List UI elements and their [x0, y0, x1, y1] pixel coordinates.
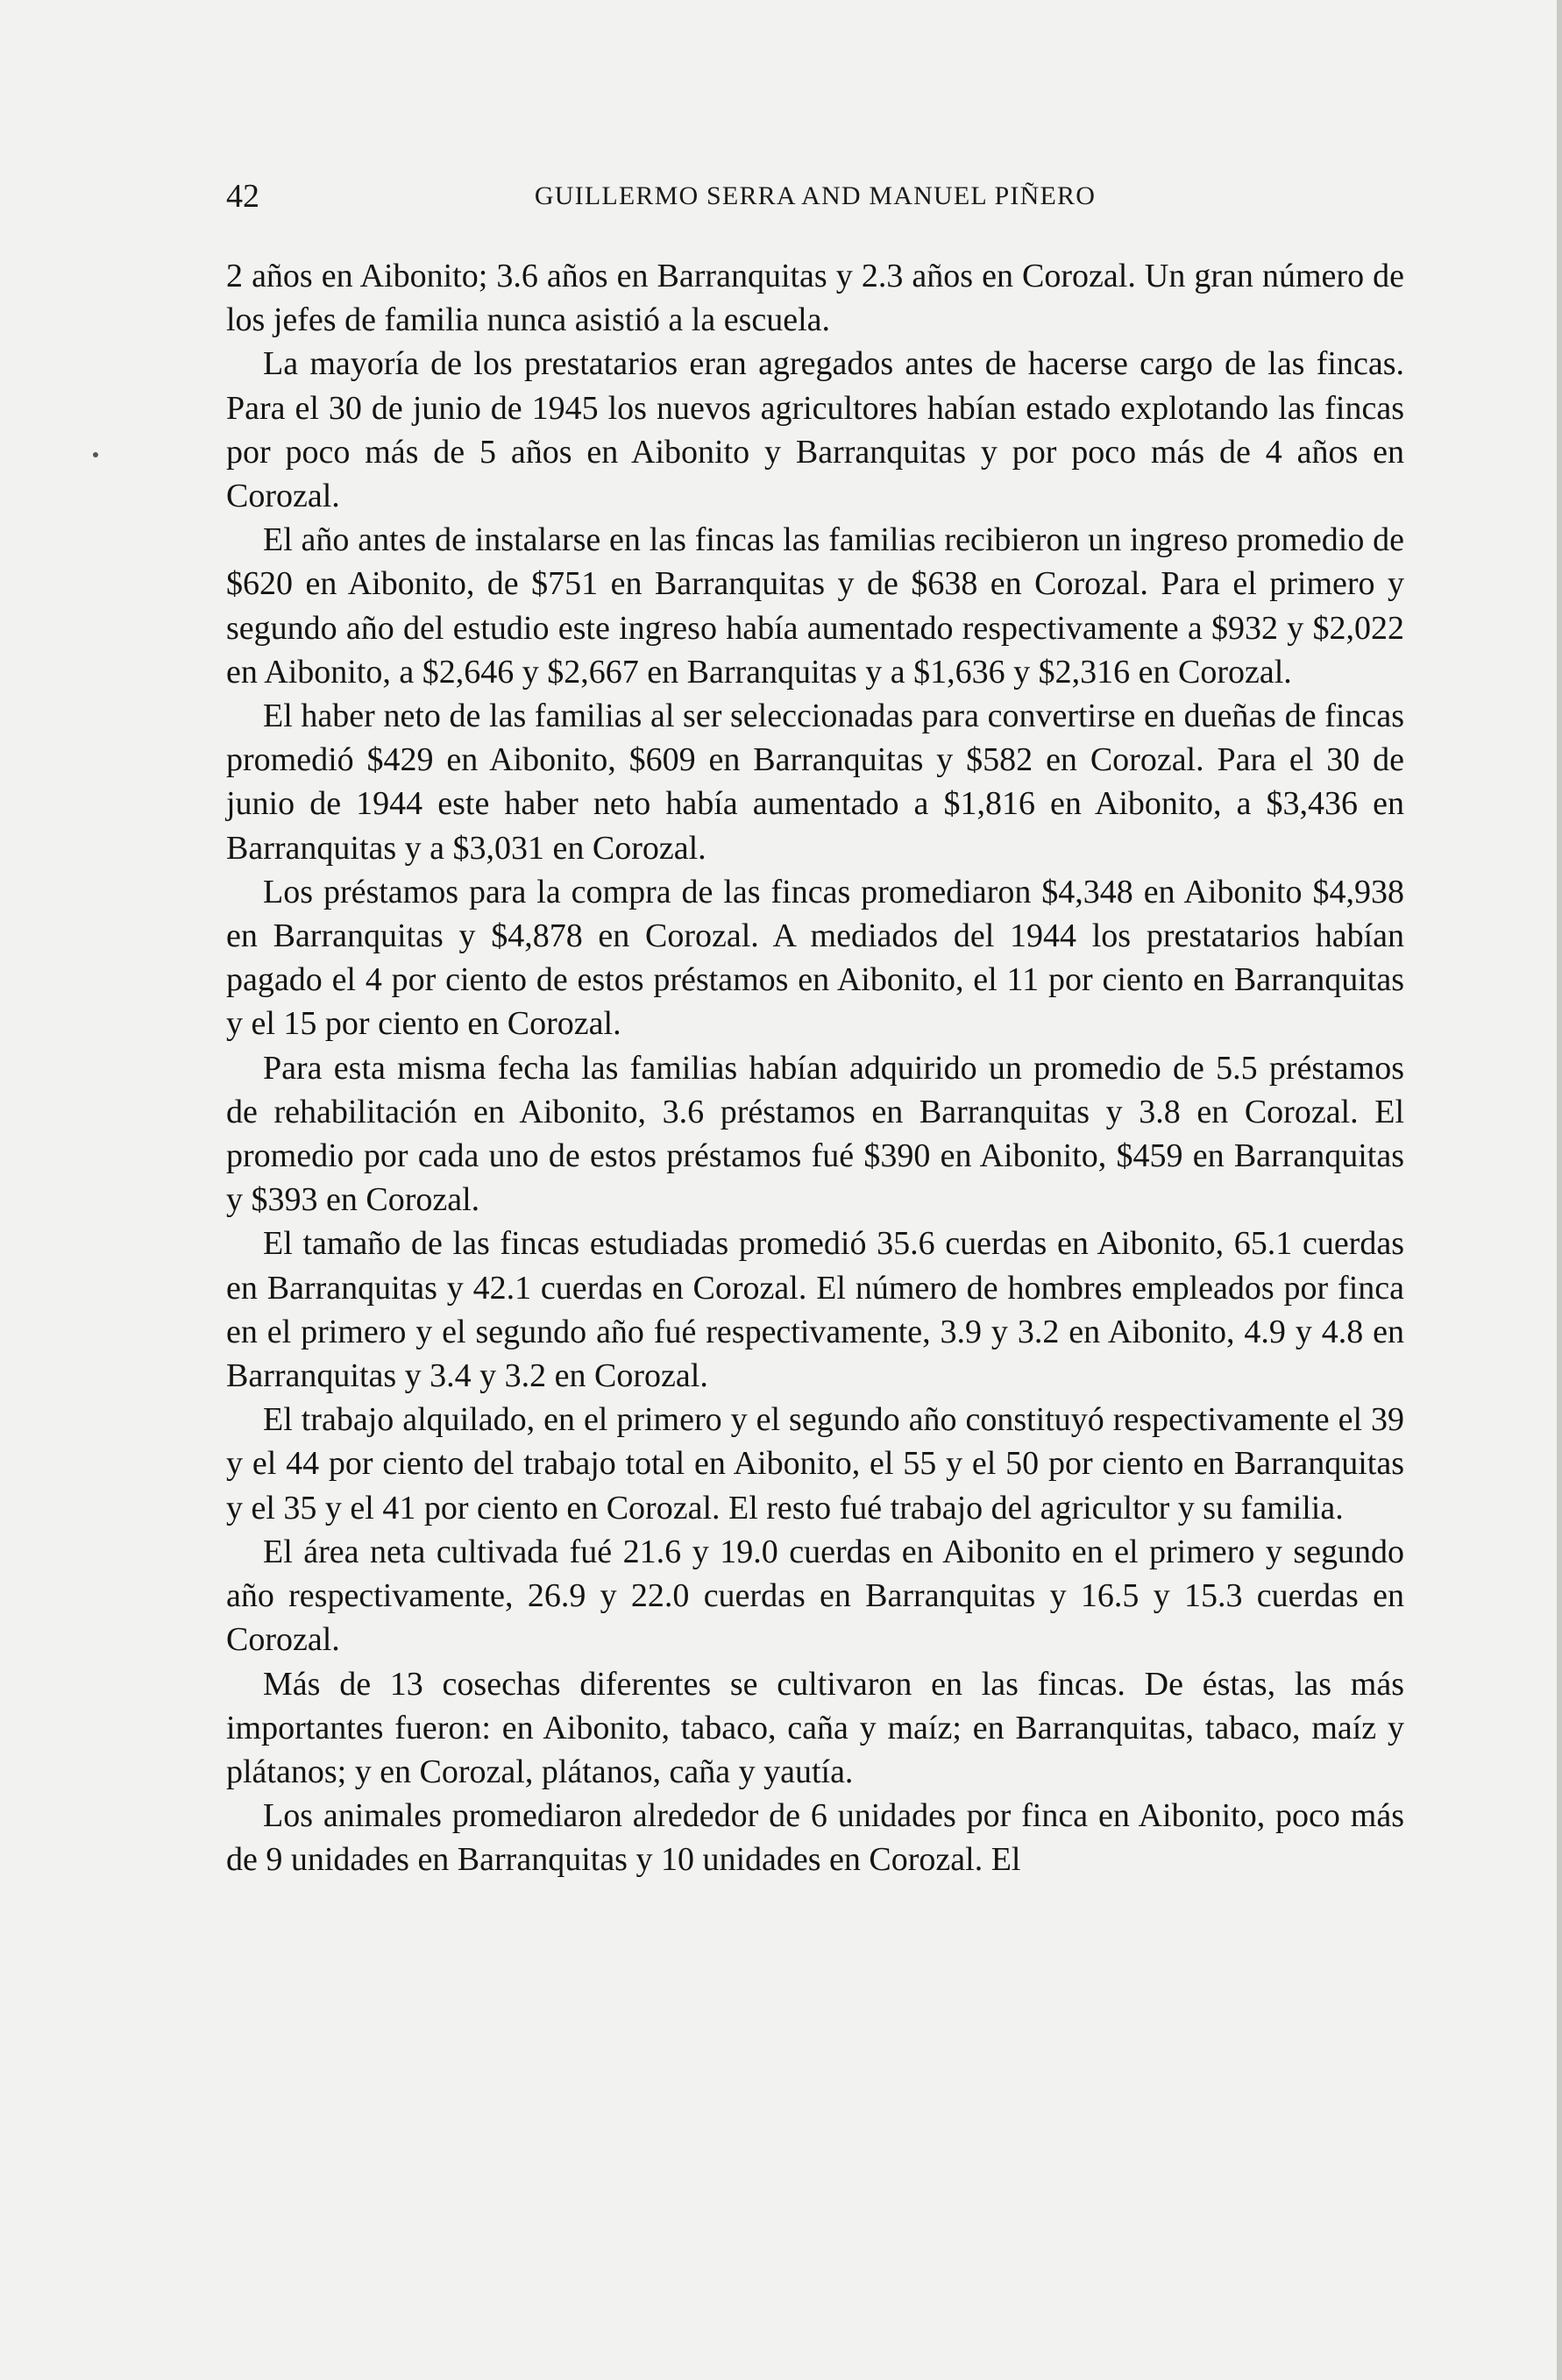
paragraph-cosechas: Más de 13 cosechas diferentes se cultivaron en las fincas. De éstas, las más importantes fueron: en Aibonito, tabaco, caña y maíz; en Barranquitas, tabaco, maíz y plátanos; y en Corozal, plátanos, caña y yautía.	[226, 1665, 1404, 1790]
paragraph-ingreso: El año antes de instalarse en las fincas las familias recibieron un ingreso promedio de $620 en Aibonito, de $751 en Barranquitas y de $638 en Corozal. Para el primero y segundo año del estudio este ingreso había aumentado respectivamente a $932 y $2,022 en Aibonito, a $2,646 y $2,667 en Barranquitas y a $1,636 y $2,316 en Corozal.	[226, 521, 1404, 691]
paragraph-animales: Los animales promediaron alrededor de 6 unidades por finca en Aibonito, poco más de 9 unidades en Barranquitas y 10 unidades en Corozal. El	[226, 1797, 1404, 1879]
paragraph-continuation: 2 años en Aibonito; 3.6 años en Barranquitas y 2.3 años en Corozal. Un gran número de los jefes de familia nunca asistió a la escuela.	[226, 258, 1404, 339]
margin-mark	[93, 452, 98, 457]
body-text	[226, 254, 1404, 1882]
paragraph-area-cultivada: El área neta cultivada fué 21.6 y 19.0 cuerdas en Aibonito en el primero y segundo año respectivamente, 26.9 y 22.0 cuerdas en Barranquitas y 16.5 y 15.3 cuerdas en Corozal.	[226, 1533, 1404, 1659]
running-head: GUILLERMO SERRA AND MANUEL PIÑERO	[534, 181, 1097, 210]
page-number: 42	[226, 178, 259, 215]
paragraph-trabajo-alquilado: El trabajo alquilado, en el primero y el segundo año constituyó respectivamente el 39 y el 44 por ciento del trabajo total en Aibonito, el 55 y el 50 por ciento en Barranquitas y el 35 y el 41 por ciento en Corozal. El resto fué trabajo del agricultor y su familia.	[226, 1401, 1404, 1526]
paragraph-tamano-fincas: El tamaño de las fincas estudiadas promedió 35.6 cuerdas en Aibonito, 65.1 cuerdas en Barranquitas y 42.1 cuerdas en Corozal. El número de hombres empleados por finca en el primero y el segundo año fué respectivamente, 3.9 y 3.2 en Aibonito, 4.9 y 4.8 en Barranquitas y 3.4 y 3.2 en Corozal.	[226, 1225, 1404, 1395]
paragraph-haber-neto: El haber neto de las familias al ser seleccionadas para convertirse en dueñas de fincas promedió $429 en Aibonito, $609 en Barranquitas y $582 en Corozal. Para el 30 de junio de 1944 este haber neto había aumentado a $1,816 en Aibonito, a $3,436 en Barranquitas y a $3,031 en Corozal.	[226, 698, 1404, 867]
paragraph-rehabilitacion: Para esta misma fecha las familias habían adquirido un promedio de 5.5 préstamos de rehabilitación en Aibonito, 3.6 préstamos en Barranquitas y 3.8 en Corozal. El promedio por cada uno de estos préstamos fué $390 en Aibonito, $459 en Barranquitas y $393 en Corozal.	[226, 1049, 1404, 1219]
page-header	[226, 172, 1404, 221]
paragraph-prestamos-compra: Los préstamos para la compra de las fincas promediaron $4,348 en Aibonito $4,938 en Barranquitas y $4,878 en Corozal. A mediados del 1944 los prestatarios habían pagado el 4 por ciento de estos préstamos en Aibonito, el 11 por ciento en Barranquitas y el 15 por ciento en Corozal.	[226, 873, 1404, 1043]
paragraph-prestatarios: La mayoría de los prestatarios eran agregados antes de hacerse cargo de las fincas. Para el 30 de junio de 1945 los nuevos agricultores habían estado explotando las fincas por poco más de 5 años en Aibonito y Barranquitas y por poco más de 4 años en Corozal.	[226, 345, 1404, 515]
